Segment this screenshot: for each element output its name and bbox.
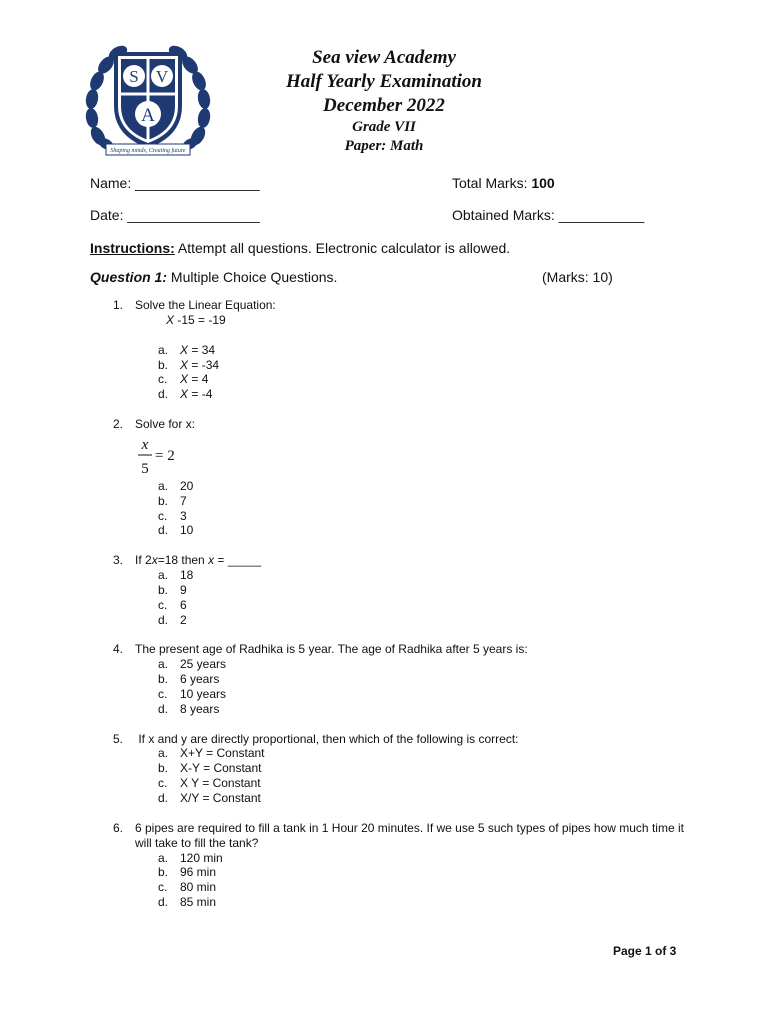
option[interactable] [158,613,187,627]
option[interactable] [158,372,208,386]
question-number: 4. [113,642,124,656]
date-field[interactable] [90,207,260,223]
option[interactable] [158,702,219,716]
option[interactable] [158,672,219,686]
question-text: Solve for x: [135,417,196,431]
option-letter: c. [158,509,168,523]
option[interactable] [158,761,262,775]
fraction-rhs: = 2 [155,448,175,464]
option-letter: b. [158,761,169,775]
question-number: 6. [113,821,124,835]
option[interactable] [158,358,219,372]
question-number: 5. [113,732,124,746]
option-text: 120 min [180,851,223,865]
question-5 [113,732,519,746]
name-label: Name: [90,175,132,191]
question-1-equation [166,313,226,327]
question-text: Solve the Linear Equation: [135,298,276,312]
equation-rest: -15 = -19 [177,313,226,327]
total-marks-value: 100 [531,175,555,191]
option-var: X [180,372,189,386]
option-letter: a. [158,746,169,760]
option[interactable] [158,568,193,582]
option-text: 6 [180,598,187,612]
page-number: Page 1 of 3 [613,944,677,958]
instructions-text: Attempt all questions. Electronic calculator is allowed. [177,240,511,256]
question-text: 6 pipes are required to fill a tank in 1 Hour 20 minutes. If we use 5 such types of pipes how much time it [135,821,684,835]
option-letter: b. [158,672,169,686]
question-number: 2. [113,417,124,431]
name-blank: ________________ [135,175,260,191]
option-letter: d. [158,702,169,716]
question1-label: Question 1: [90,269,168,285]
option[interactable] [158,895,216,909]
option-text: 96 min [180,865,217,879]
option-letter: a. [158,343,169,357]
option[interactable] [158,343,215,357]
option[interactable] [158,865,216,879]
option-text: 18 [180,568,194,582]
option-letter: c. [158,880,168,894]
question-2 [113,417,195,431]
option[interactable] [158,598,187,612]
school-name: Sea view Academy [312,47,456,68]
question1-header [90,269,337,285]
option-var: X [180,358,189,372]
question-2-fraction [135,436,185,478]
option-text: X-Y = Constant [180,761,262,775]
option-text: 8 years [180,702,220,716]
option-letter: c. [158,598,168,612]
option-text: X+Y = Constant [180,746,265,760]
question-text: If 2 [135,553,152,567]
question-6 [113,821,684,835]
logo-letter-a: A [141,105,155,126]
option-letter: a. [158,479,169,493]
instructions [90,240,510,256]
option-letter: b. [158,583,169,597]
date-blank: _________________ [127,207,260,223]
equation-var: X [166,313,175,327]
question-text: If x and y are directly proportional, then which of the following is correct: [135,732,519,746]
option[interactable] [158,687,226,701]
question-text: =18 then [157,553,209,567]
option-text: 6 years [180,672,220,686]
date-label: Date: [90,207,124,223]
option-text: 2 [180,613,187,627]
logo-letter-v: V [155,67,169,86]
question-4 [113,642,528,656]
option-text: 20 [180,479,194,493]
option-letter: d. [158,895,169,909]
option-letter: a. [158,851,169,865]
option-text: = -4 [188,387,213,401]
option-text: X/Y = Constant [180,791,261,805]
option[interactable] [158,523,193,537]
option-letter: d. [158,387,169,401]
total-marks-label: Total Marks: [452,175,528,191]
paper: Paper: Math [344,138,424,154]
question-var: x [151,553,158,567]
option-text: = -34 [188,358,220,372]
option-letter: c. [158,372,168,386]
option-text: 10 [180,523,194,537]
option-text: = 34 [188,343,216,357]
option[interactable] [158,851,223,865]
option[interactable] [158,746,265,760]
option-letter: b. [158,494,169,508]
option[interactable] [158,657,226,671]
total-marks [452,175,555,191]
logo-motto: Shaping minds, Creating future [110,148,186,154]
instructions-label: Instructions: [90,240,175,256]
option-text: X Y = Constant [180,776,261,790]
option-letter: d. [158,523,169,537]
question1-marks: (Marks: 10) [542,269,613,285]
question-var: x [208,553,215,567]
option[interactable] [158,880,216,894]
logo-letter-s: S [129,67,139,86]
name-field[interactable] [90,175,260,191]
option-text: 85 min [180,895,217,909]
option[interactable] [158,479,193,493]
question-3 [113,553,261,567]
option-var: X [180,343,189,357]
option-letter: d. [158,613,169,627]
option-letter: b. [158,358,169,372]
option-letter: a. [158,568,169,582]
question-1 [113,298,276,312]
question-6-continued: will take to fill the tank? [135,836,259,850]
option-text: 25 years [180,657,227,671]
obtained-marks-blank: ___________ [558,207,645,223]
option-letter: a. [158,657,169,671]
option[interactable] [158,583,187,597]
exam-title: Half Yearly Examination [285,71,482,92]
option-letter: b. [158,865,169,879]
option-text: 9 [180,583,187,597]
option-letter: d. [158,791,169,805]
question-text: = _____ [214,553,262,567]
option-letter: c. [158,687,168,701]
option[interactable] [158,776,261,790]
option[interactable] [158,509,187,523]
grade: Grade VII [352,119,416,135]
exam-date: December 2022 [323,95,445,116]
obtained-marks-label: Obtained Marks: [452,207,555,223]
option-letter: c. [158,776,168,790]
question-number: 1. [113,298,124,312]
option-text: = 4 [188,372,209,386]
option-text: 80 min [180,880,217,894]
obtained-marks-field[interactable] [452,207,644,223]
option-text: 3 [180,509,187,523]
option[interactable] [158,791,261,805]
option-var: X [180,387,189,401]
option-text: 7 [180,494,187,508]
option-text: 10 years [180,687,227,701]
option[interactable] [158,494,187,508]
option[interactable] [158,387,212,401]
question-text: The present age of Radhika is 5 year. The age of Radhika after 5 years is: [135,642,528,656]
fraction-numerator: x [141,437,149,453]
question-number: 3. [113,553,124,567]
question1-text: Multiple Choice Questions. [170,269,338,285]
fraction-denominator: 5 [141,461,149,477]
